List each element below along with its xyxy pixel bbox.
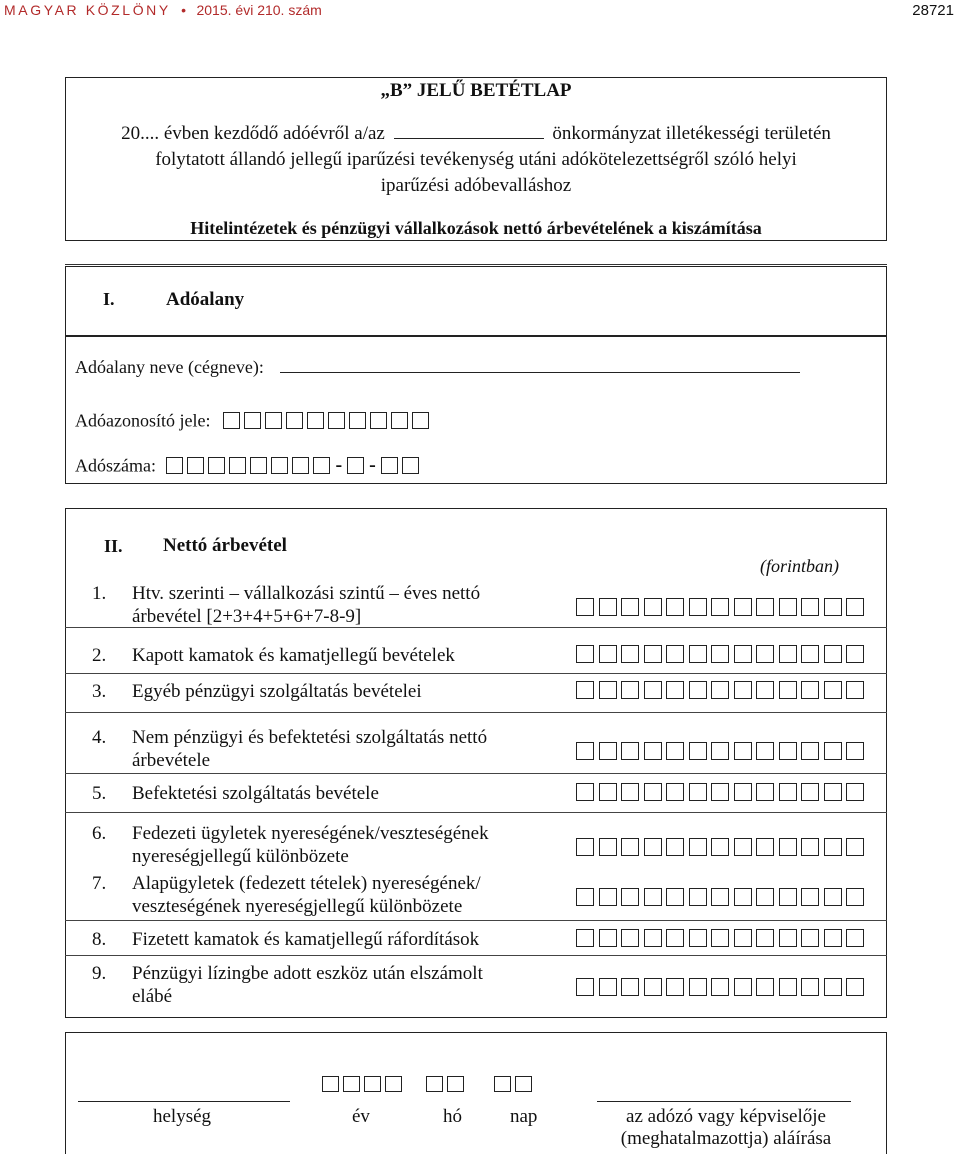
row-divider — [65, 712, 887, 713]
amount-digit-box[interactable] — [779, 742, 797, 760]
amount-digit-box[interactable] — [599, 783, 617, 801]
taxid-digit-box[interactable] — [349, 412, 366, 429]
amount-digit-box[interactable] — [846, 742, 864, 760]
taxid-digit-box[interactable] — [307, 412, 324, 429]
amount-digit-box[interactable] — [621, 929, 639, 947]
amount-digit-box[interactable] — [621, 783, 639, 801]
taxid-digit-box[interactable] — [412, 412, 429, 429]
amount-digit-box[interactable] — [599, 598, 617, 616]
amount-digit-box[interactable] — [824, 888, 842, 906]
amount-digit-box[interactable] — [711, 598, 729, 616]
amount-digit-box[interactable] — [779, 838, 797, 856]
amount-digit-box[interactable] — [846, 888, 864, 906]
day-label: nap — [510, 1106, 538, 1127]
item-number: 1. — [92, 583, 107, 604]
revenue-item-7 — [92, 872, 532, 918]
section2-number: II. — [104, 536, 123, 556]
amount-digit-box[interactable] — [666, 681, 684, 699]
amount-digit-box[interactable] — [824, 978, 842, 996]
place-line[interactable] — [78, 1101, 290, 1102]
amount-digit-box[interactable] — [779, 681, 797, 699]
item-label-line-1: Htv. szerinti – vállalkozási szintű – éves nettó — [132, 583, 481, 604]
intro-line-2: folytatott állandó jellegű iparűzési tevékenység utáni adókötelezettségről szóló helyi — [155, 149, 797, 170]
amount-digit-box[interactable] — [599, 838, 617, 856]
amount-digit-box[interactable] — [734, 929, 752, 947]
amount-digit-box[interactable] — [689, 598, 707, 616]
item-label — [132, 962, 527, 1008]
amount-digit-box[interactable] — [779, 978, 797, 996]
amount-digit-box[interactable] — [824, 645, 842, 663]
amount-boxes-3 — [576, 681, 869, 699]
publication-name: MAGYAR KÖZLÖNY — [4, 2, 171, 18]
header-bullet: • — [181, 2, 186, 18]
taxnumber-digit-box[interactable] — [313, 457, 330, 474]
amount-boxes-7 — [576, 888, 869, 906]
amount-digit-box[interactable] — [756, 929, 774, 947]
item-number: 9. — [92, 963, 107, 984]
amount-digit-box[interactable] — [666, 888, 684, 906]
item-label-line-1: Pénzügyi lízingbe adott eszköz után elszámolt — [132, 963, 483, 984]
amount-digit-box[interactable] — [779, 598, 797, 616]
amount-boxes-8 — [576, 929, 869, 947]
amount-boxes-5 — [576, 783, 869, 801]
section1-fields-box — [65, 336, 887, 484]
signer-line-2: (meghatalmazottja) aláírása — [620, 1128, 832, 1149]
item-label — [132, 928, 527, 951]
amount-digit-box[interactable] — [779, 645, 797, 663]
amount-digit-box[interactable] — [599, 645, 617, 663]
taxid-digit-box[interactable] — [286, 412, 303, 429]
item-label-line-2: nyereségjellegű különbözete — [132, 846, 349, 867]
month-digit-box[interactable] — [447, 1076, 464, 1092]
taxid-digit-box[interactable] — [223, 412, 240, 429]
subtitle: Hitelintézetek és pénzügyi vállalkozások nettó árbevételének a kiszámítása — [190, 218, 762, 238]
taxnumber-boxes — [166, 454, 422, 477]
unit-label: (forintban) — [760, 556, 839, 576]
amount-digit-box[interactable] — [666, 929, 684, 947]
amount-digit-box[interactable] — [621, 598, 639, 616]
amount-digit-box[interactable] — [621, 838, 639, 856]
amount-digit-box[interactable] — [734, 645, 752, 663]
amount-digit-box[interactable] — [801, 978, 819, 996]
amount-boxes-1 — [576, 598, 869, 616]
row-divider — [65, 920, 887, 921]
day-boxes — [494, 1075, 536, 1092]
item-number: 8. — [92, 929, 107, 950]
issue-label: 2015. évi 210. szám — [196, 2, 322, 18]
item-label — [132, 582, 527, 628]
amount-boxes-9 — [576, 978, 869, 996]
taxnumber-digit-box[interactable] — [347, 457, 364, 474]
amount-digit-box[interactable] — [846, 645, 864, 663]
title-box — [65, 77, 887, 241]
amount-digit-box[interactable] — [756, 681, 774, 699]
amount-digit-box[interactable] — [599, 681, 617, 699]
taxid-digit-box[interactable] — [328, 412, 345, 429]
revenue-item-6 — [92, 822, 532, 868]
item-number: 5. — [92, 783, 107, 804]
amount-digit-box[interactable] — [599, 742, 617, 760]
taxnumber-label: Adószáma: — [75, 455, 156, 476]
amount-digit-box[interactable] — [689, 645, 707, 663]
day-digit-box[interactable] — [494, 1076, 511, 1092]
taxnumber-digit-box[interactable] — [292, 457, 309, 474]
amount-digit-box[interactable] — [824, 681, 842, 699]
amount-digit-box[interactable] — [734, 978, 752, 996]
item-label-line-2: veszteségének nyereségjellegű különbözete — [132, 896, 463, 917]
amount-digit-box[interactable] — [711, 783, 729, 801]
item-label-line-1: Fizetett kamatok és kamatjellegű ráfordítások — [132, 929, 480, 950]
place-label: helység — [153, 1106, 212, 1127]
item-label — [132, 822, 527, 868]
amount-digit-box[interactable] — [734, 681, 752, 699]
amount-digit-box[interactable] — [801, 598, 819, 616]
amount-digit-box[interactable] — [666, 645, 684, 663]
taxid-label: Adóazonosító jele: — [75, 410, 211, 431]
item-label-line-1: Egyéb pénzügyi szolgáltatás bevételei — [132, 681, 422, 702]
amount-digit-box[interactable] — [756, 783, 774, 801]
month-boxes — [426, 1075, 468, 1092]
amount-digit-box[interactable] — [756, 978, 774, 996]
amount-digit-box[interactable] — [711, 888, 729, 906]
amount-digit-box[interactable] — [756, 838, 774, 856]
taxnumber-separator: - — [335, 454, 343, 477]
taxnumber-digit-box[interactable] — [208, 457, 225, 474]
section1-number: I. — [103, 289, 115, 309]
amount-boxes-4 — [576, 742, 869, 760]
amount-digit-box[interactable] — [621, 978, 639, 996]
separator-line — [65, 264, 887, 265]
amount-digit-box[interactable] — [779, 888, 797, 906]
year-digit-box[interactable] — [322, 1076, 339, 1092]
amount-digit-box[interactable] — [666, 783, 684, 801]
amount-digit-box[interactable] — [711, 742, 729, 760]
item-label-line-1: Nem pénzügyi és befektetési szolgáltatás nettó — [132, 727, 488, 748]
taxid-digit-box[interactable] — [244, 412, 261, 429]
amount-digit-box[interactable] — [734, 742, 752, 760]
amount-digit-box[interactable] — [644, 681, 662, 699]
amount-digit-box[interactable] — [644, 838, 662, 856]
amount-digit-box[interactable] — [846, 838, 864, 856]
item-label-line-1: Kapott kamatok és kamatjellegű bevételek — [132, 645, 455, 666]
amount-digit-box[interactable] — [621, 645, 639, 663]
signature-line[interactable] — [597, 1101, 851, 1102]
taxid-boxes — [223, 409, 433, 429]
amount-digit-box[interactable] — [824, 742, 842, 760]
taxpayer-name-field[interactable] — [280, 372, 800, 373]
amount-digit-box[interactable] — [711, 978, 729, 996]
amount-digit-box[interactable] — [599, 888, 617, 906]
revenue-item-3 — [92, 680, 532, 703]
section1-title: Adóalany — [166, 289, 245, 310]
amount-digit-box[interactable] — [779, 929, 797, 947]
amount-digit-box[interactable] — [756, 645, 774, 663]
amount-digit-box[interactable] — [711, 681, 729, 699]
amount-digit-box[interactable] — [756, 742, 774, 760]
intro-text-part2: önkormányzat illetékességi területén — [552, 123, 831, 144]
amount-digit-box[interactable] — [576, 783, 594, 801]
amount-boxes-6 — [576, 838, 869, 856]
day-digit-box[interactable] — [515, 1076, 532, 1092]
taxnumber-row — [75, 454, 423, 477]
amount-digit-box[interactable] — [801, 742, 819, 760]
municipality-field[interactable] — [394, 138, 544, 139]
taxnumber-digit-box[interactable] — [166, 457, 183, 474]
intro-line-1 — [66, 123, 886, 145]
amount-digit-box[interactable] — [576, 681, 594, 699]
amount-digit-box[interactable] — [644, 978, 662, 996]
amount-digit-box[interactable] — [711, 645, 729, 663]
amount-digit-box[interactable] — [756, 598, 774, 616]
item-number: 3. — [92, 681, 107, 702]
section2-title: Nettó árbevétel — [163, 535, 287, 556]
amount-digit-box[interactable] — [644, 888, 662, 906]
amount-digit-box[interactable] — [576, 838, 594, 856]
page-title: „B” JELŰ BETÉTLAP — [380, 80, 572, 101]
row-divider — [65, 812, 887, 813]
amount-digit-box[interactable] — [801, 888, 819, 906]
amount-digit-box[interactable] — [666, 598, 684, 616]
amount-digit-box[interactable] — [734, 888, 752, 906]
page-number: 28721 — [912, 2, 954, 19]
signer-label — [597, 1106, 855, 1150]
taxid-digit-box[interactable] — [265, 412, 282, 429]
item-label-line-1: Befektetési szolgáltatás bevétele — [132, 783, 379, 804]
amount-digit-box[interactable] — [666, 742, 684, 760]
taxpayer-name-label: Adóalany neve (cégneve): — [75, 357, 264, 377]
item-label — [132, 872, 527, 918]
taxnumber-digit-box[interactable] — [187, 457, 204, 474]
amount-digit-box[interactable] — [734, 598, 752, 616]
amount-digit-box[interactable] — [576, 929, 594, 947]
amount-digit-box[interactable] — [576, 888, 594, 906]
taxnumber-digit-box[interactable] — [402, 457, 419, 474]
revenue-item-2 — [92, 644, 532, 667]
item-label — [132, 782, 527, 805]
taxnumber-digit-box[interactable] — [271, 457, 288, 474]
amount-digit-box[interactable] — [711, 838, 729, 856]
amount-digit-box[interactable] — [689, 838, 707, 856]
amount-digit-box[interactable] — [644, 645, 662, 663]
row-divider — [65, 673, 887, 674]
amount-digit-box[interactable] — [846, 978, 864, 996]
amount-digit-box[interactable] — [824, 783, 842, 801]
year-boxes — [322, 1075, 406, 1092]
amount-digit-box[interactable] — [621, 888, 639, 906]
item-label — [132, 644, 527, 667]
amount-digit-box[interactable] — [689, 978, 707, 996]
taxnumber-digit-box[interactable] — [381, 457, 398, 474]
item-label — [132, 680, 527, 703]
amount-digit-box[interactable] — [846, 783, 864, 801]
amount-digit-box[interactable] — [576, 742, 594, 760]
taxnumber-separator: - — [369, 454, 376, 477]
item-label-line-1: Alapügyletek (fedezett tételek) nyereségének/ — [132, 873, 481, 894]
amount-digit-box[interactable] — [779, 783, 797, 801]
amount-digit-box[interactable] — [801, 681, 819, 699]
amount-digit-box[interactable] — [666, 838, 684, 856]
taxnumber-digit-box[interactable] — [229, 457, 246, 474]
taxid-row — [75, 409, 433, 431]
item-number: 6. — [92, 823, 107, 844]
year-digit-box[interactable] — [364, 1076, 381, 1092]
amount-digit-box[interactable] — [576, 598, 594, 616]
amount-digit-box[interactable] — [599, 929, 617, 947]
amount-digit-box[interactable] — [689, 783, 707, 801]
month-label: hó — [443, 1106, 462, 1127]
amount-digit-box[interactable] — [644, 929, 662, 947]
amount-digit-box[interactable] — [801, 929, 819, 947]
revenue-item-4 — [92, 726, 532, 772]
year-digit-box[interactable] — [385, 1076, 402, 1092]
amount-digit-box[interactable] — [824, 598, 842, 616]
amount-digit-box[interactable] — [576, 978, 594, 996]
amount-digit-box[interactable] — [734, 838, 752, 856]
revenue-item-1 — [92, 582, 532, 628]
item-number: 2. — [92, 645, 107, 666]
item-label-line-2: elábé — [132, 986, 173, 1007]
year-label: év — [352, 1106, 370, 1127]
taxid-digit-box[interactable] — [370, 412, 387, 429]
amount-digit-box[interactable] — [689, 929, 707, 947]
item-label-line-1: Fedezeti ügyletek nyereségének/veszteségének — [132, 823, 489, 844]
revenue-item-5 — [92, 782, 532, 805]
amount-digit-box[interactable] — [621, 742, 639, 760]
amount-boxes-2 — [576, 645, 869, 663]
amount-digit-box[interactable] — [801, 783, 819, 801]
amount-digit-box[interactable] — [801, 645, 819, 663]
taxpayer-name-row — [75, 357, 800, 378]
amount-digit-box[interactable] — [644, 742, 662, 760]
amount-digit-box[interactable] — [689, 681, 707, 699]
revenue-item-9 — [92, 962, 532, 1008]
amount-digit-box[interactable] — [689, 888, 707, 906]
item-number: 7. — [92, 873, 107, 894]
amount-digit-box[interactable] — [621, 681, 639, 699]
revenue-item-8 — [92, 928, 532, 951]
month-digit-box[interactable] — [426, 1076, 443, 1092]
taxid-digit-box[interactable] — [391, 412, 408, 429]
intro-text-part1: 20.... évben kezdődő adóévről a/az — [121, 123, 385, 144]
taxnumber-digit-box[interactable] — [250, 457, 267, 474]
item-label — [132, 726, 527, 772]
amount-digit-box[interactable] — [711, 929, 729, 947]
section1-header-box — [65, 266, 887, 336]
amount-digit-box[interactable] — [576, 645, 594, 663]
item-label-line-2: árbevétel [2+3+4+5+6+7-8-9] — [132, 606, 362, 627]
amount-digit-box[interactable] — [824, 838, 842, 856]
amount-digit-box[interactable] — [846, 929, 864, 947]
row-divider — [65, 773, 887, 774]
publication-header — [4, 2, 322, 18]
amount-digit-box[interactable] — [666, 978, 684, 996]
item-label-line-2: árbevétele — [132, 750, 211, 771]
amount-digit-box[interactable] — [846, 681, 864, 699]
amount-digit-box[interactable] — [689, 742, 707, 760]
item-number: 4. — [92, 727, 107, 748]
amount-digit-box[interactable] — [756, 888, 774, 906]
signer-line-1: az adózó vagy képviselője — [626, 1106, 826, 1127]
amount-digit-box[interactable] — [599, 978, 617, 996]
amount-digit-box[interactable] — [801, 838, 819, 856]
year-digit-box[interactable] — [343, 1076, 360, 1092]
amount-digit-box[interactable] — [824, 929, 842, 947]
date-boxes — [322, 1075, 562, 1093]
amount-digit-box[interactable] — [846, 598, 864, 616]
amount-digit-box[interactable] — [644, 783, 662, 801]
amount-digit-box[interactable] — [644, 598, 662, 616]
amount-digit-box[interactable] — [734, 783, 752, 801]
intro-line-3: iparűzési adóbevalláshoz — [380, 175, 572, 196]
row-divider — [65, 955, 887, 956]
